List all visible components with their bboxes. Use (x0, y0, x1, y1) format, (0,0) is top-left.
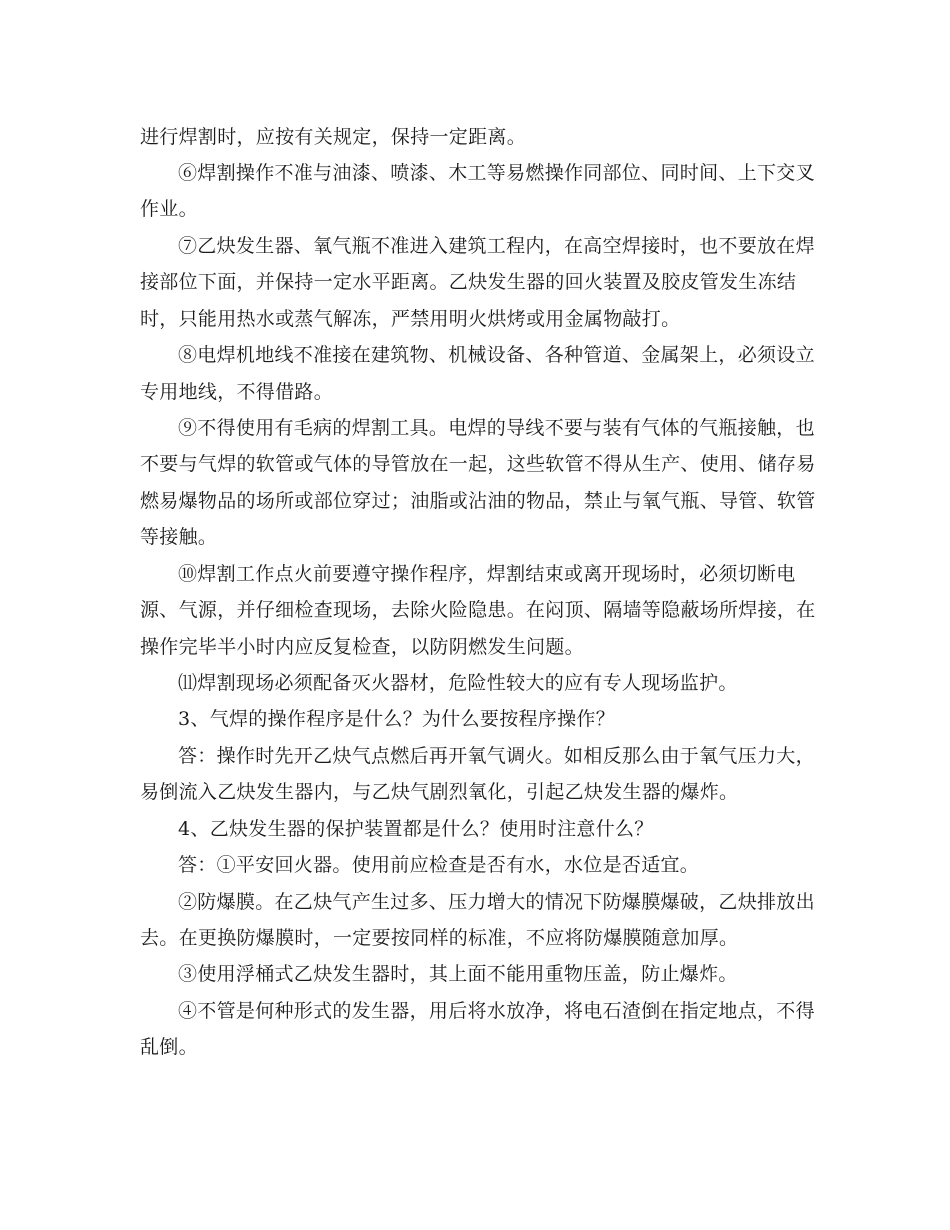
text-line: 等接触。 (140, 526, 218, 548)
text-line: 专用地线，不得借路。 (140, 381, 334, 403)
text-line: 时，只能用热水或蒸气解冻，严禁用明火烘烤或用金属物敲打。 (140, 308, 681, 330)
text-line: 燃易爆物品的场所或部位穿过；油脂或沾油的物品，禁止与氧气瓶、导管、软管 (140, 490, 816, 512)
text-line: 操作完毕半小时内应反复检查，以防阴燃发生问题。 (140, 636, 584, 658)
text-line: ②防爆膜。在乙炔气产生过多、压力增大的情况下防爆膜爆破，乙炔排放出 (178, 891, 815, 913)
text-line: 乱倒。 (140, 1036, 198, 1058)
text-line: 答：操作时先开乙炔气点燃后再开氧气调火。如相反那么由于氧气压力大， (178, 745, 815, 767)
text-line: ⑾焊割现场必须配备灭火器材，危险性较大的应有专人现场监护。 (178, 672, 738, 694)
text-line: 接部位下面，并保持一定水平距离。乙炔发生器的回火装置及胶皮管发生冻结 (140, 271, 797, 293)
text-line: 源、气源，并仔细检查现场，去除火险隐患。在闷顶、隔墙等隐蔽场所焊接，在 (140, 599, 816, 621)
text-line: ⑨不得使用有毛病的焊割工具。电焊的导线不要与装有气体的气瓶接触，也 (178, 417, 815, 439)
text-line: 答：①平安回火器。使用前应检查是否有水，水位是否适宜。 (178, 854, 700, 876)
text-line: ⑩焊割工作点火前要遵守操作程序，焊割结束或离开现场时，必须切断电 (178, 563, 796, 585)
text-line: 进行焊割时，应按有关规定，保持一定距离。 (140, 126, 527, 148)
text-line: 易倒流入乙炔发生器内，与乙炔气剧烈氧化，引起乙炔发生器的爆炸。 (140, 781, 739, 803)
text-line: 作业。 (140, 198, 198, 220)
text-line: ④不管是何种形式的发生器，用后将水放净，将电石渣倒在指定地点，不得 (178, 1000, 815, 1022)
text-line: ③使用浮桶式乙炔发生器时，其上面不能用重物压盖，防止爆炸。 (178, 963, 738, 985)
section-heading: 4、乙炔发生器的保护装置都是什么？使用时注意什么？ (178, 818, 654, 840)
text-line: 不要与气焊的软管或气体的导管放在一起，这些软管不得从生产、使用、储存易 (140, 453, 816, 475)
text-line: ⑦乙炔发生器、氧气瓶不准进入建筑工程内，在高空焊接时，也不要放在焊 (178, 235, 815, 257)
text-line: ⑥焊割操作不准与油漆、喷漆、木工等易燃操作同部位、同时间、上下交叉 (178, 162, 815, 184)
text-line: ⑧电焊机地线不准接在建筑物、机械设备、各种管道、金属架上，必须设立 (178, 344, 815, 366)
section-heading: 3、气焊的操作程序是什么？为什么要按程序操作？ (178, 708, 615, 730)
text-line: 去。在更换防爆膜时，一定要按同样的标准，不应将防爆膜随意加厚。 (140, 927, 739, 949)
